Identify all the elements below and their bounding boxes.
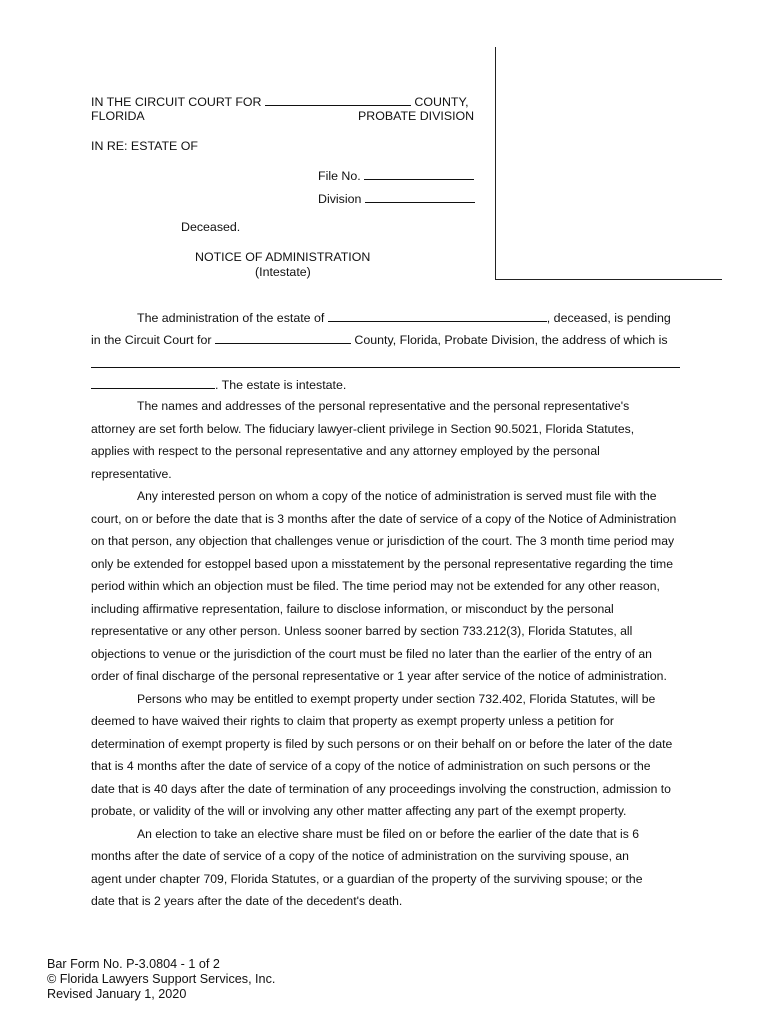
intro-line2-text-b: County, Florida, Probate Division, the address of which is (354, 333, 668, 347)
paragraph-line: agent under chapter 709, Florida Statutes, or a guardian of the property of the surviving spouse; or the (91, 871, 643, 886)
paragraph-exempt-property (91, 688, 681, 823)
paragraph-line: on that person, any objection that challenges venue or jurisdiction of the court. The 3 month time period may (91, 534, 675, 548)
intro-line-3 (91, 377, 346, 392)
notice-body (91, 395, 681, 913)
paragraph-line: only be extended for estoppel based upon a misstatement by the personal representative regarding the time (91, 556, 673, 571)
intro-line-1 (137, 310, 671, 325)
paragraph-line: Any interested person on whom a copy of the notice of administration is served must file with the (137, 489, 657, 503)
intro-line1-text-a: The administration of the estate of (137, 311, 325, 325)
division-label: PROBATE DIVISION (358, 109, 475, 123)
paragraph-line: that is 4 months after the date of service of a copy of the notice of administration on such persons or the (91, 759, 651, 773)
court-address-field-continued[interactable] (91, 377, 215, 389)
court-prefix: IN THE CIRCUIT COURT FOR (91, 95, 262, 109)
paragraph-line: objections to venue or the jurisdiction of the court must be filed no later than the earlier of the entry of an (91, 646, 652, 661)
paragraph-line: representative or any other person. Unless sooner barred by section 733.212(3), Florida Statutes, all (91, 624, 633, 638)
county-suffix: COUNTY, (414, 95, 469, 109)
paragraph-objections (91, 485, 681, 688)
paragraph-personal-representative (91, 395, 681, 485)
paragraph-line: The names and addresses of the personal representative and the personal representative's (137, 399, 630, 413)
intro-line-2 (91, 332, 668, 347)
county-blank-field[interactable] (265, 94, 411, 106)
paragraph-line: representative. (91, 466, 172, 481)
paragraph-line: applies with respect to the personal representative and any attorney employed by the personal (91, 444, 600, 458)
intro-line3-text: . The estate is intestate. (215, 378, 347, 392)
paragraph-line: Persons who may be entitled to exempt property under section 732.402, Florida Statutes, will be (137, 691, 656, 706)
form-footer (47, 957, 275, 1003)
court-address-field[interactable] (91, 367, 680, 368)
paragraph-elective-share (91, 823, 681, 913)
paragraph-line: An election to take an elective share must be filed on or before the earlier of the date that is 6 (137, 826, 640, 841)
intro-line1-text-b: , deceased, is pending (546, 311, 671, 325)
form-number: Bar Form No. P-3.0804 - 1 of 2 (47, 957, 220, 971)
stamp-area-vertical-rule (495, 47, 496, 279)
paragraph-line: deemed to have waived their rights to claim that property as exempt property unless a petition for (91, 714, 614, 728)
file-no-field[interactable] (364, 168, 474, 180)
paragraph-line: attorney are set forth below. The fiduciary lawyer-client privilege in Section 90.5021, Florida Statutes, (91, 421, 635, 436)
division-field-label: Division (318, 192, 362, 206)
stamp-area-horizontal-rule (495, 279, 722, 280)
copyright-notice: © Florida Lawyers Support Services, Inc. (47, 972, 276, 987)
notice-subtitle: (Intestate) (255, 265, 311, 279)
paragraph-line: court, on or before the date that is 3 months after the date of service of a copy of the Notice of Administration (91, 511, 677, 526)
file-no-row (318, 168, 474, 183)
paragraph-line: months after the date of service of a copy of the notice of administration on the surviving spouse, an (91, 849, 629, 863)
decedent-name-field[interactable] (328, 310, 547, 322)
notice-title: NOTICE OF ADMINISTRATION (195, 250, 371, 264)
revision-date: Revised January 1, 2020 (47, 987, 187, 1002)
court-caption-line1 (91, 94, 469, 109)
circuit-court-county-field[interactable] (215, 332, 351, 344)
paragraph-line: including affirmative representation, failure to disclose information, or misconduct by the personal (91, 601, 614, 616)
division-row (318, 191, 475, 206)
state-label: FLORIDA (91, 109, 145, 123)
paragraph-line: date that is 40 days after the date of termination of any proceedings involving the construction, admission to (91, 781, 671, 796)
paragraph-line: order of final discharge of the personal representative or 1 year after service of the notice of administration. (91, 669, 667, 683)
paragraph-line: probate, or validity of the will or involving any other matter affecting any part of the exempt property. (91, 804, 627, 818)
in-re-label: IN RE: ESTATE OF (91, 139, 198, 153)
deceased-label: Deceased. (181, 220, 241, 234)
intro-line2-text-a: in the Circuit Court for (91, 333, 212, 347)
file-no-label: File No. (318, 169, 361, 183)
paragraph-line: determination of exempt property is filed by such persons or on their behalf on or before the later of the date (91, 736, 673, 751)
paragraph-line: date that is 2 years after the date of the decedent's death. (91, 894, 403, 908)
division-field[interactable] (365, 191, 475, 203)
paragraph-line: period within which an objection must be filed. The time period may not be extended for any other reason, (91, 579, 660, 593)
